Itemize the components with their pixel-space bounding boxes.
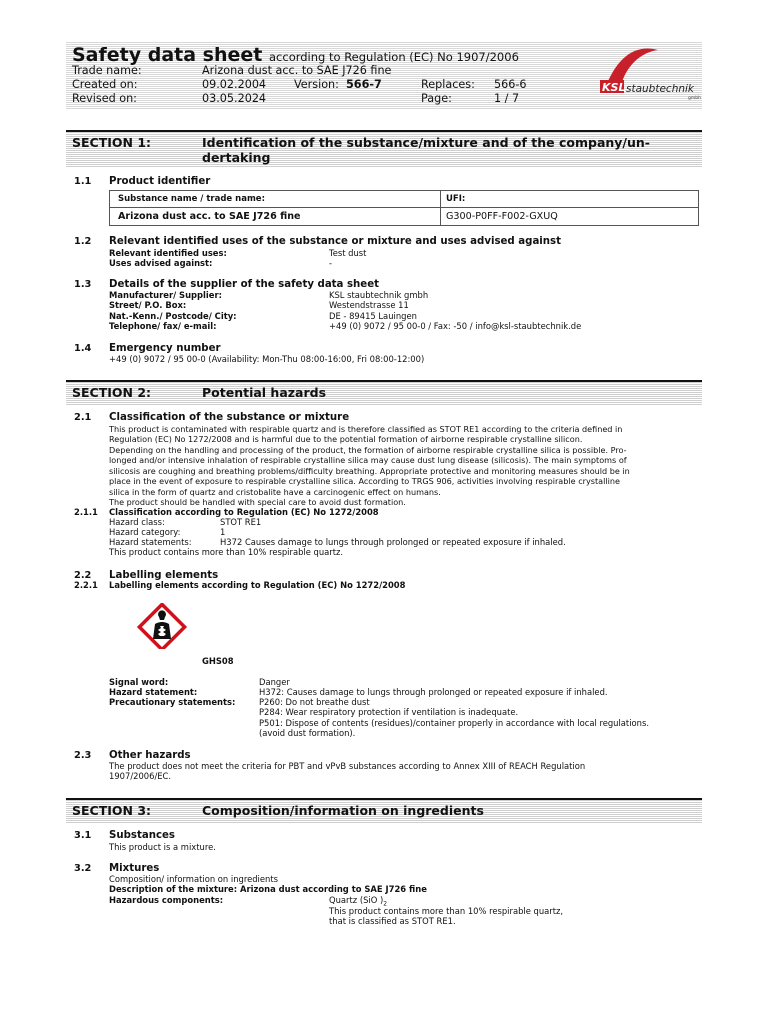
substances-text: This product is a mixture.: [109, 842, 216, 852]
hazardous-components-value: Quartz (SiO )$_2$: [329, 895, 388, 908]
s221-number: 2.2.1: [74, 580, 98, 590]
hazard-class-label: Hazard class:: [109, 517, 165, 527]
s32-number: 3.2: [74, 863, 92, 874]
created-value: 09.02.2004: [202, 78, 267, 91]
s14-title: Emergency number: [109, 343, 221, 354]
section-1-number: SECTION 1:: [72, 135, 152, 150]
s221-title: Labelling elements according to Regulation (EC) No 1272/2008: [109, 580, 406, 590]
company-logo: [596, 46, 704, 106]
table-header-substance: Substance name / trade name:: [118, 194, 265, 204]
hazard-statements-label: Hazard statements:: [109, 537, 192, 547]
classification-paragraph: This product is contaminated with respirable quartz and is therefore classified as STOT RE1 according to the criteria defined in Regulation (EC) No 1272/2008 and is harmful due to the potential formation of airborne respirable crystalline silicon. Depending on the handling and processing of the product, the formation of airborne respirable crystalline silica is possible. Pro- longed and/or intensive inhalation of respirable crystalline silica may cause dust lung disease (silicosis). The main symptoms of silicosis are coughing and breathing problems/difficulty breathing. Appropriate protective and monitoring measures should be in place in the event of exposure to respirable crystalline silica. According to TRGS 906, activities involving respirable crystalline silica in the form of quartz and cristobalite have a carcinogenic effect on humans. The product should be handled with special care to avoid dust formation.: [109, 424, 630, 508]
s23-title: Other hazards: [109, 750, 191, 761]
s12-number: 1.2: [74, 236, 92, 247]
s13-number: 1.3: [74, 279, 92, 290]
signal-word-value: Danger: [259, 677, 290, 687]
table-header-ufi: UFI:: [446, 194, 466, 204]
uses-against-value: -: [329, 258, 333, 268]
s32-title: Mixtures: [109, 863, 160, 874]
signal-word-label: Signal word:: [109, 677, 169, 687]
telephone-value: +49 (0) 9072 / 95 00-0 / Fax: -50 / info@ksl-staubtechnik.de: [329, 321, 582, 331]
s11-title: Product identifier: [109, 176, 211, 187]
section-2-title: Potential hazards: [202, 385, 327, 400]
hazardous-note-1: This product contains more than 10% respirable quartz,: [329, 906, 564, 916]
other-hazards-line-1: The product does not meet the criteria for PBT and vPvB substances according to Annex XIII of REACH Regulation: [109, 761, 586, 771]
s21-title: Classification of the substance or mixture: [109, 412, 350, 423]
s22-number: 2.2: [74, 570, 92, 581]
page-value: 1 / 7: [494, 92, 520, 105]
precaution-note: (avoid dust formation).: [259, 728, 356, 738]
city-value: DE - 89415 Lauingen: [329, 311, 417, 321]
svg-text:staubtechnik: staubtechnik: [626, 83, 694, 95]
hazard-statements-value: H372 Causes damage to lungs through prolonged or repeated exposure if inhaled.: [220, 537, 566, 547]
s23-number: 2.3: [74, 750, 92, 761]
svg-text:gmbh: gmbh: [688, 96, 701, 101]
revised-value: 03.05.2024: [202, 92, 267, 105]
section-3-header: [66, 798, 702, 824]
section-2-number: SECTION 2:: [72, 385, 152, 400]
s22-title: Labelling elements: [109, 570, 219, 581]
replaces-label: Replaces:: [421, 78, 475, 91]
hazardous-components-label: Hazardous components:: [109, 895, 224, 905]
section-3-title: Composition/information on ingredients: [202, 803, 484, 818]
document-title-subtitle: according to Regulation (EC) No 1907/2006: [269, 50, 519, 64]
precaution-p284: P284: Wear respiratory protection if ventilation is inadequate.: [259, 707, 519, 717]
trade-name-value: Arizona dust acc. to SAE J726 fine: [202, 64, 392, 77]
hazardous-note-2: that is classified as STOT RE1.: [329, 916, 456, 926]
uses-value: Test dust: [329, 248, 367, 258]
section-1-title: Identification of the substance/mixture and of the company/un- dertaking: [202, 135, 650, 165]
uses-label: Relevant identified uses:: [109, 248, 227, 258]
revised-label: Revised on:: [72, 92, 137, 105]
street-value: Westendstrasse 11: [329, 300, 409, 310]
precautionary-label: Precautionary statements:: [109, 697, 236, 707]
s211-number: 2.1.1: [74, 507, 98, 517]
mixture-description: Description of the mixture: Arizona dust according to SAE J726 fine: [109, 884, 427, 894]
s21-number: 2.1: [74, 412, 92, 423]
created-label: Created on:: [72, 78, 138, 91]
other-hazards-line-2: 1907/2006/EC.: [109, 771, 172, 781]
version-label: Version:: [294, 78, 339, 91]
document-title: Safety data sheet according to Regulation (EC) No 1907/2006: [72, 44, 519, 66]
hazard-category-label: Hazard category:: [109, 527, 181, 537]
version-value: 566-7: [346, 78, 382, 91]
s14-number: 1.4: [74, 343, 92, 354]
table-cell-ufi: G300-P0FF-F002-GXUQ: [446, 211, 558, 222]
svg-text:KSL: KSL: [602, 81, 626, 94]
section-3-number: SECTION 3:: [72, 803, 152, 818]
telephone-label: Telephone/ fax/ e-mail:: [109, 321, 217, 331]
table-cell-substance: Arizona dust acc. to SAE J726 fine: [118, 211, 301, 222]
s13-title: Details of the supplier of the safety data sheet: [109, 279, 379, 290]
quartz-note: This product contains more than 10% respirable quartz.: [109, 547, 344, 557]
table-header-row: [110, 191, 698, 208]
hazard-class-value: STOT RE1: [220, 517, 262, 527]
s31-number: 3.1: [74, 830, 92, 841]
city-label: Nat.-Kenn./ Postcode/ City:: [109, 311, 237, 321]
hazard-statement-value: H372: Causes damage to lungs through prolonged or repeated exposure if inhaled.: [259, 687, 608, 697]
ghs08-health-hazard-icon: [120, 603, 210, 649]
manufacturer-label: Manufacturer/ Supplier:: [109, 290, 222, 300]
precaution-p501: P501: Dispose of contents (residues)/container properly in accordance with local regulations.: [259, 718, 650, 728]
hazard-category-value: 1: [220, 527, 226, 537]
s31-title: Substances: [109, 830, 175, 841]
product-identifier-table: [109, 190, 699, 226]
ghs-label: GHS08: [202, 656, 234, 666]
hazard-statement-label: Hazard statement:: [109, 687, 198, 697]
s12-title: Relevant identified uses of the substance or mixture and uses advised against: [109, 236, 561, 247]
section-2-header: [66, 380, 702, 406]
table-row: [110, 208, 698, 225]
replaces-value: 566-6: [494, 78, 527, 91]
page-label: Page:: [421, 92, 452, 105]
manufacturer-value: KSL staubtechnik gmbh: [329, 290, 429, 300]
street-label: Street/ P.O. Box:: [109, 300, 187, 310]
emergency-number: +49 (0) 9072 / 95 00-0 (Availability: Mon-Thu 08:00-16:00, Fri 08:00-12:00): [109, 354, 425, 364]
precaution-p260: P260: Do not breathe dust: [259, 697, 370, 707]
uses-against-label: Uses advised against:: [109, 258, 213, 268]
section-1-header: [66, 130, 702, 168]
s11-number: 1.1: [74, 176, 92, 187]
composition-line: Composition/ information on ingredients: [109, 874, 278, 884]
s211-title: Classification according to Regulation (EC) No 1272/2008: [109, 507, 379, 517]
trade-name-label: Trade name:: [72, 64, 142, 77]
